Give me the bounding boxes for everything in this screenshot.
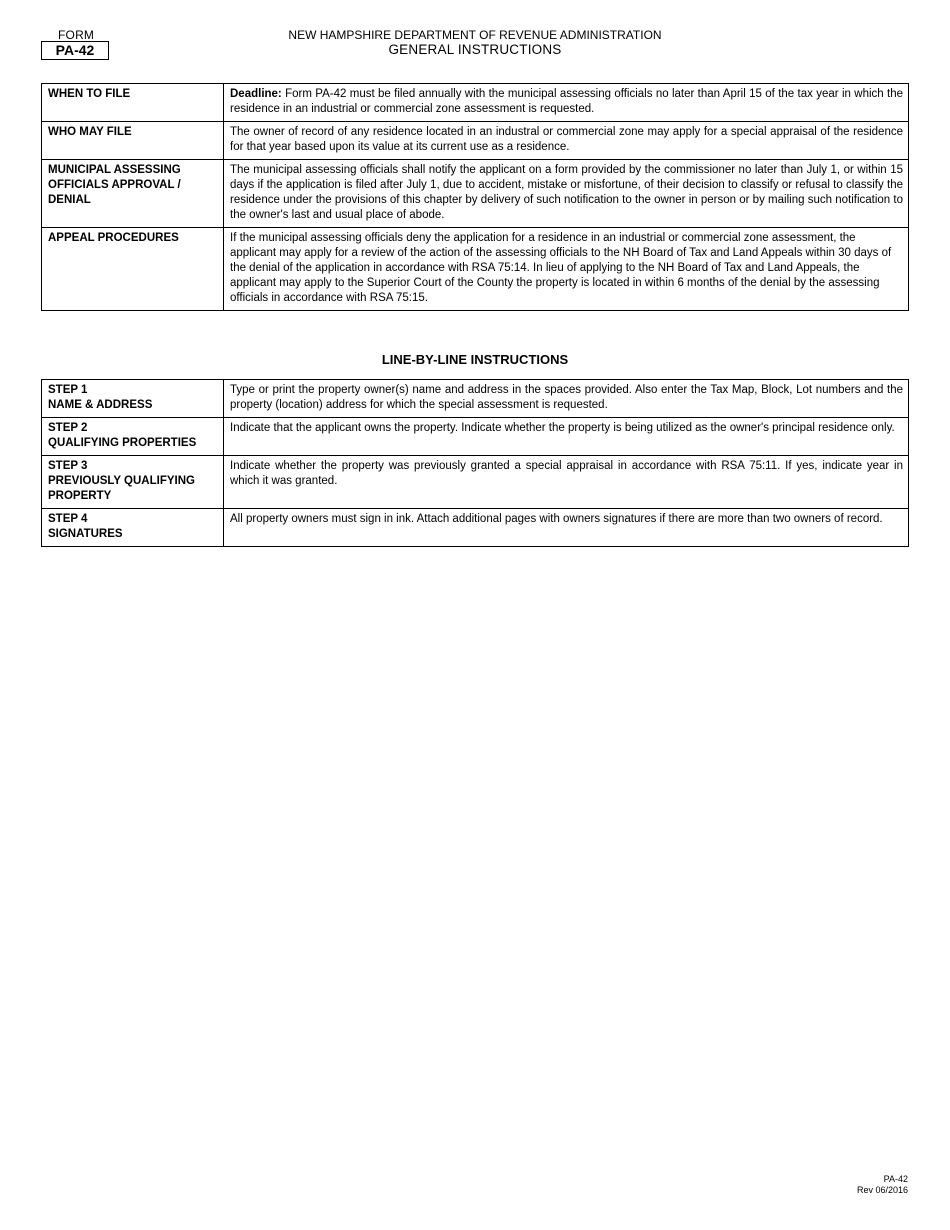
section-title: LINE-BY-LINE INSTRUCTIONS: [381, 352, 569, 367]
step-label: STEP 3 PREVIOUSLY QUALIFYING PROPERTY: [42, 456, 224, 509]
table-row: [42, 380, 909, 418]
form-number: PA-42: [41, 41, 109, 60]
row-description: If the municipal assessing officials deny the application for a residence in an industrial or commercial zone assessment, the applicant may apply for a review of the action of the assessing officials to the NH Board of Tax and Land Appeals within 30 days of the denial of the application in accordance with RSA 75:14. In lieu of applying to the NH Board of Tax and Land Appeals, the applicant may apply to the Superior Court of the County the property is located in within 6 months of the denial by the assessing officials in accordance with RSA 75:15.: [224, 228, 909, 311]
step-label: STEP 4 SIGNATURES: [42, 509, 224, 547]
table-row: [42, 509, 909, 547]
step-description: Indicate whether the property was previously granted a special appraisal in accordance with RSA 75:11. If yes, indicate year in which it was granted.: [224, 456, 909, 509]
general-instructions-table: [41, 83, 909, 311]
table-row: [42, 84, 909, 122]
table-row: [42, 228, 909, 311]
step-description: All property owners must sign in ink. Attach additional pages with owners signatures if there are more than two owners of record.: [224, 509, 909, 547]
table-row: [42, 122, 909, 160]
deadline-lead: Deadline:: [230, 88, 282, 100]
form-label: FORM: [58, 28, 95, 42]
row-description: The owner of record of any residence located in an industral or commercial zone may apply for a special appraisal of the residence for that year based upon its value at its current use as a residence.: [224, 122, 909, 160]
page-header: [0, 28, 950, 58]
table-row: [42, 456, 909, 509]
table-row: [42, 418, 909, 456]
step-description: Indicate that the applicant owns the property. Indicate whether the property is being utilized as the owner's principal residence only.: [224, 418, 909, 456]
row-text: Form PA-42 must be filed annually with the municipal assessing officials no later than April 15 of the tax year in which the residence in an industrial or commercial zone assessment is requested.: [230, 88, 903, 115]
row-description: [224, 84, 909, 122]
row-label: WHEN TO FILE: [42, 84, 224, 122]
line-by-line-table: [41, 379, 909, 547]
step-description: Type or print the property owner(s) name and address in the spaces provided. Also enter the Tax Map, Block, Lot numbers and the property (location) address for which the special assessment is requested.: [224, 380, 909, 418]
page-footer: [857, 1174, 908, 1196]
step-label: STEP 2 QUALIFYING PROPERTIES: [42, 418, 224, 456]
department-name: NEW HAMPSHIRE DEPARTMENT OF REVENUE ADMINISTRATION: [288, 28, 662, 42]
row-description: The municipal assessing officials shall notify the applicant on a form provided by the commissioner no later than July 1, or within 15 days if the application is filed after July 1, due to accident, mistake or misfortune, of their decision to classify or refusal to classify the residence under the provisions of this chapter by delivery of such notification to the owner in person or by mailing such notification to the owner's last and usual place of abode.: [224, 160, 909, 228]
row-label: APPEAL PROCEDURES: [42, 228, 224, 311]
row-label: MUNICIPAL ASSESSING OFFICIALS APPROVAL / DENIAL: [42, 160, 224, 228]
footer-form-number: PA-42: [883, 1174, 908, 1184]
table-row: [42, 160, 909, 228]
row-label: WHO MAY FILE: [42, 122, 224, 160]
step-label: STEP 1 NAME & ADDRESS: [42, 380, 224, 418]
page-title: GENERAL INSTRUCTIONS: [388, 42, 562, 57]
footer-revision: Rev 06/2016: [856, 1185, 908, 1195]
